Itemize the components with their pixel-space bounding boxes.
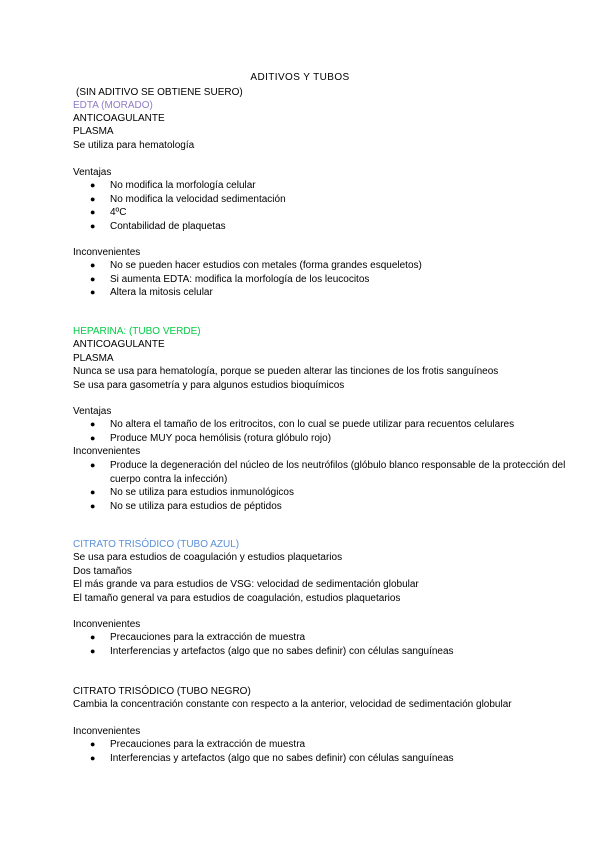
list-item: ● Interferencias y artefactos (algo que no sabes definir) con células sanguíneas [90, 752, 454, 764]
edta-heading: EDTA (MORADO) [73, 100, 153, 111]
citrato-azul-inconvenientes-list [73, 631, 570, 658]
heparina-ventajas-list [73, 418, 570, 445]
heparina-line: Nunca se usa para hematología, porque se pueden alterar las tinciones de los frotis sanguíneos [73, 366, 499, 377]
citrato-negro-line: Cambia la concentración constante con respecto a la anterior, velocidad de sedimentación globular [73, 699, 512, 710]
list-item: ● Si aumenta EDTA: modifica la morfología de los leucocitos [90, 273, 370, 285]
list-item: ● Interferencias y artefactos (algo que no sabes definir) con células sanguíneas [90, 645, 454, 657]
list-item: ● Produce MUY poca hemólisis (rotura glóbulo rojo) [90, 432, 332, 444]
heparina-line: PLASMA [73, 353, 114, 364]
heparina-line: Se usa para gasometría y para algunos estudios bioquímicos [73, 380, 345, 391]
edta-line: PLASMA [73, 126, 114, 137]
edta-ventajas-list [73, 179, 570, 233]
bullet-icon: ● [90, 739, 96, 749]
citrato-azul-line: Dos tamaños [73, 566, 132, 577]
bullet-icon: ● [90, 260, 96, 270]
citrato-azul-line: El más grande va para estudios de VSG: velocidad de sedimentación globular [73, 579, 419, 590]
bullet-icon: ● [90, 220, 96, 231]
heparina-inconvenientes-label: Inconvenientes [73, 446, 141, 457]
list-item: ● No modifica la velocidad sedimentación [90, 193, 286, 205]
bullet-icon: ● [90, 645, 96, 656]
list-item: ● 4ºC [90, 207, 127, 218]
document-title: ADITIVOS Y TUBOS [250, 72, 350, 83]
list-item: ● No se pueden hacer estudios con metales (forma grandes esqueletos) [90, 260, 422, 271]
edta-line: Se utiliza para hematología [73, 140, 195, 151]
bullet-icon: ● [90, 460, 96, 470]
heparina-ventajas-label: Ventajas [73, 406, 112, 417]
heparina-heading: HEPARINA: (TUBO VERDE) [73, 326, 201, 337]
edta-ventajas-label: Ventajas [73, 167, 112, 178]
citrato-negro-inconvenientes-label: Inconvenientes [73, 726, 141, 737]
list-item: ● Produce la degeneración del núcleo de los neutrófilos (glóbulo blanco responsable de la protección del cuerpo contra la infección) [90, 460, 566, 485]
citrato-negro-inconvenientes-list [73, 738, 570, 765]
heparina-inconvenientes-list [73, 459, 570, 513]
list-item: ● No se utiliza para estudios inmunológicos [90, 487, 294, 498]
list-item: ● No modifica la morfología celular [90, 180, 256, 191]
citrato-azul-line: El tamaño general va para estudios de coagulación, estudios plaquetarios [73, 593, 401, 604]
citrato-negro-heading: CITRATO TRISÓDICO (TUBO NEGRO) [73, 686, 251, 697]
bullet-icon: ● [90, 500, 96, 511]
list-item: ● Contabilidad de plaquetas [90, 220, 226, 232]
bullet-icon: ● [90, 287, 96, 297]
list-item: ● No altera el tamaño de los eritrocitos, con lo cual se puede utilizar para recuentos celulares [90, 419, 515, 430]
intro-note: (SIN ADITIVO SE OBTIENE SUERO) [76, 87, 243, 98]
edta-inconvenientes-label: Inconvenientes [73, 247, 141, 258]
bullet-icon: ● [90, 487, 96, 497]
edta-inconvenientes-list [73, 259, 570, 300]
list-item: ● Altera la mitosis celular [90, 287, 213, 298]
bullet-icon: ● [90, 752, 96, 763]
bullet-icon: ● [90, 273, 96, 284]
bullet-icon: ● [90, 432, 96, 443]
list-item: ● Precauciones para la extracción de muestra [90, 739, 306, 750]
heparina-line: ANTICOAGULANTE [73, 339, 165, 350]
bullet-icon: ● [90, 419, 96, 429]
list-item: ● No se utiliza para estudios de péptidos [90, 500, 282, 512]
bullet-icon: ● [90, 193, 96, 204]
citrato-azul-inconvenientes-label: Inconvenientes [73, 619, 141, 630]
edta-line: ANTICOAGULANTE [73, 113, 165, 124]
citrato-azul-line: Se usa para estudios de coagulación y estudios plaquetarios [73, 552, 343, 563]
bullet-icon: ● [90, 180, 96, 190]
bullet-icon: ● [90, 632, 96, 642]
bullet-icon: ● [90, 207, 96, 217]
citrato-azul-heading: CITRATO TRISÓDICO (TUBO AZUL) [73, 539, 240, 550]
list-item: ● Precauciones para la extracción de muestra [90, 632, 306, 643]
